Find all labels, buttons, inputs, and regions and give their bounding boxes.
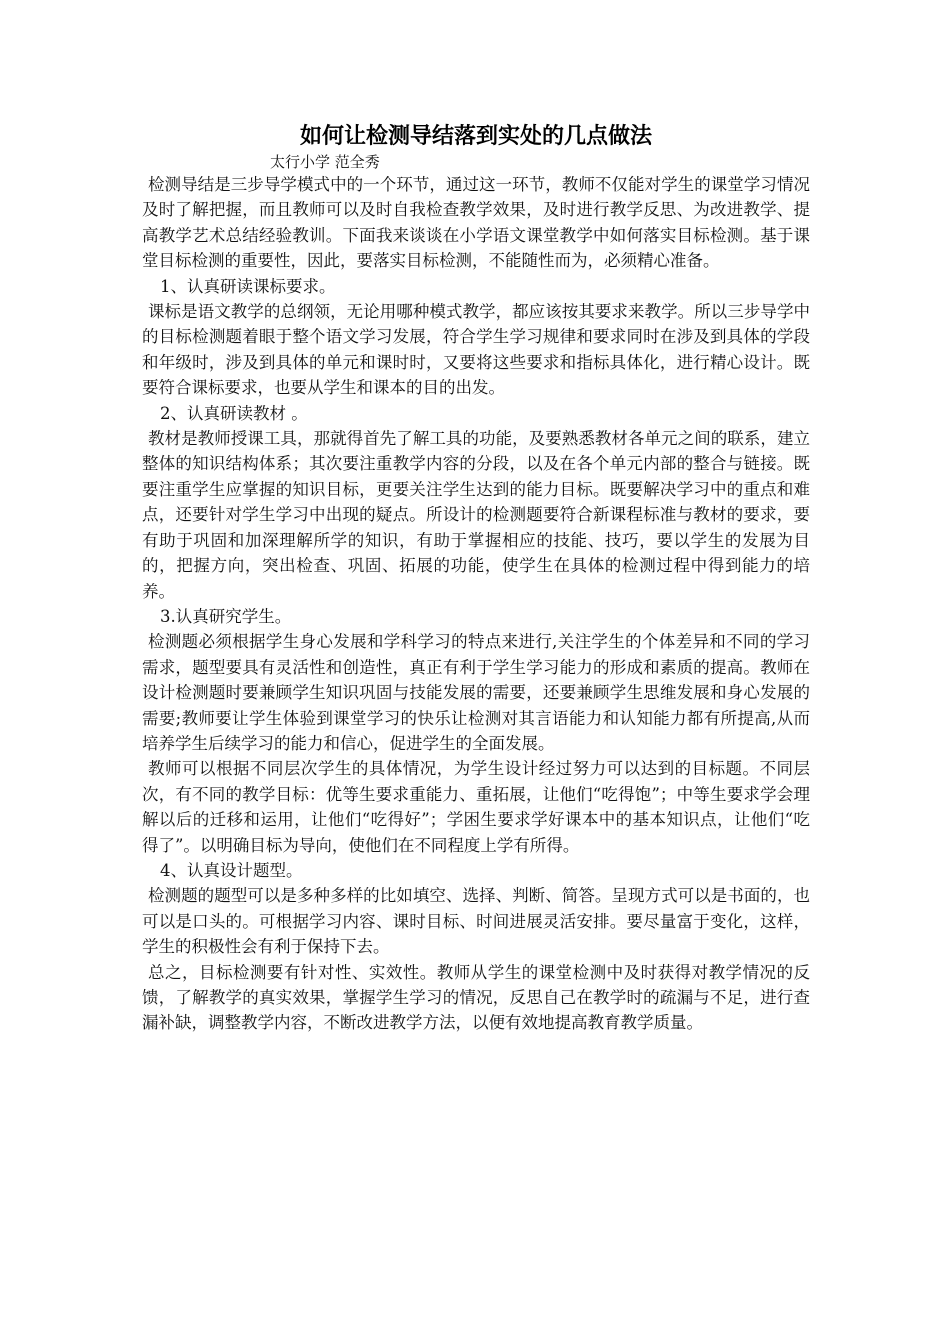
section-3-paragraph-1: 检测题必须根据学生身心发展和学科学习的特点来进行,关注学生的个体差异和不同的学习需求，题型要具有灵活性和创造性，真正有利于学生学习能力的形成和素质的提高。教师在设计检测题时要兼顾学生知识巩固与技能发展的需要，还要兼顾学生思维发展和身心发展的需要;教师要让学生体验到课堂学习的快乐让检测对其言语能力和认知能力都有所提高,从而培养学生后续学习的能力和信心，促进学生的全面发展。	[142, 632, 810, 753]
section-3-paragraph-2: 教师可以根据不同层次学生的具体情况，为学生设计经过努力可以达到的目标题。不同层次，有不同的教学目标：优等生要求重能力、重拓展，让他们“吃得饱”；中等生要求学会理解以后的迁移和运用，让他们“吃得好”；学困生要求学好课本中的基本知识点，让他们“吃得了”。以明确目标为导向，使他们在不同程度上学有所得。	[142, 759, 810, 855]
document-author: 太行小学 范全秀	[270, 153, 380, 171]
section-1-heading: 1、认真研读课标要求。	[160, 276, 336, 296]
section-4-paragraph-1: 检测题的题型可以是多种多样的比如填空、选择、判断、简答。呈现方式可以是书面的，也可以是口头的。可根据学习内容、课时目标、时间进展灵活安排。要尽量富于变化，这样，学生的积极性会有利于保持下去。	[142, 886, 810, 957]
conclusion-paragraph: 总之，目标检测要有针对性、实效性。教师从学生的课堂检测中及时获得对教学情况的反馈，了解教学的真实效果，掌握学生学习的情况，反思自己在教学时的疏漏与不足，进行查漏补缺，调整教学内容，不断改进教学方法，以便有效地提高教育教学质量。	[142, 962, 810, 1033]
section-4-heading: 4、认真设计题型。	[160, 860, 303, 880]
section-1-paragraph-1: 课标是语文教学的总纲领，无论用哪种模式教学，都应该按其要求来教学。所以三步导学中的目标检测题着眼于整个语文学习发展，符合学生学习规律和要求同时在涉及到具体的学段和年级时，涉及到具体的单元和课时时，又要将这些要求和指标具体化，进行精心设计。既要符合课标要求，也要从学生和课本的目的出发。	[142, 302, 810, 398]
intro-paragraph: 检测导结是三步导学模式中的一个环节，通过这一环节，教师不仅能对学生的课堂学习情况及时了解把握，而且教师可以及时自我检查教学效果，及时进行教学反思、为改进教学、提高教学艺术总结经验教训。下面我来谈谈在小学语文课堂教学中如何落实目标检测。基于课堂目标检测的重要性，因此，要落实目标检测，不能随性而为，必须精心准备。	[142, 175, 810, 271]
document-title: 如何让检测导结落到实处的几点做法	[299, 123, 652, 149]
section-2-heading: 2、认真研读教材 。	[160, 403, 308, 423]
document-body	[142, 120, 810, 1036]
section-3-heading: 3.认真研究学生。	[160, 606, 292, 626]
section-2-paragraph-1: 教材是教师授课工具，那就得首先了解工具的功能，及要熟悉教材各单元之间的联系，建立整体的知识结构体系；其次要注重教学内容的分段，以及在各个单元内部的整合与链接。既要注重学生应掌握的知识目标，更要关注学生达到的能力目标。既要解决学习中的重点和难点，还要针对学生学习中出现的疑点。所设计的检测题要符合新课程标准与教材的要求，要有助于巩固和加深理解所学的知识，有助于掌握相应的技能、技巧，要以学生的发展为目的，把握方向，突出检查、巩固、拓展的功能，使学生在具体的检测过程中得到能力的培养。	[142, 429, 810, 601]
